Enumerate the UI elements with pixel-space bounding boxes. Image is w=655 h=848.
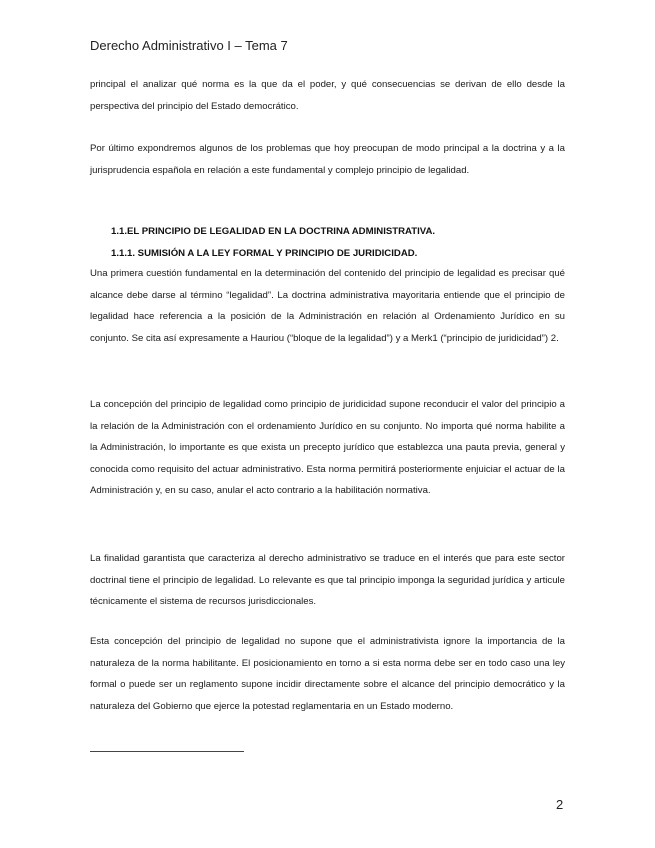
paragraph-problems [90, 138, 565, 181]
paragraph-text: Por último expondremos algunos de los problemas que hoy preocupan de modo principal a la doctrina y a la jurisprudencia española en relación a este fundamental y complejo principio de legalidad. [90, 143, 565, 176]
paragraph-text: Una primera cuestión fundamental en la determinación del contenido del principio de legalidad es precisar qué alcance debe darse al término “legalidad”. La doctrina administrativa mayoritaria entiende que el principio de legalidad hace referencia a la posición de la Administración en relación al Ordenamiento Jurídico en su conjunto. Se cita así expresamente a Hauriou (“bloque de la legalidad”) y a Merk1 (“principio de juridicidad”) 2. [90, 268, 565, 344]
paragraph-text: La concepción del principio de legalidad como principio de juridicidad supone reconducir el valor del principio a la relación de la Administración con el ordenamiento Jurídico en su conjunto. No importa qué norma habilite a la Administración, lo importante es que exista un precepto jurídico que establezca una pauta previa, general y conocida como requisito del actuar administrativo. Esta norma permitirá posteriormente enjuiciar el actuar de la Administración y, en su caso, anular el acto contrario a la habilitación normativa. [90, 399, 565, 497]
subsection-heading: 1.1.1. SUMISIÓN A LA LEY FORMAL Y PRINCIPIO DE JURIDICIDAD. [111, 248, 418, 259]
running-header: Derecho Administrativo I – Tema 7 [90, 38, 288, 53]
paragraph-juridicity [90, 394, 565, 502]
paragraph-enabling-norm [90, 631, 565, 717]
page-number: 2 [556, 797, 564, 812]
paragraph-legality-scope [90, 263, 565, 349]
paragraph-text: La finalidad garantista que caracteriza al derecho administrativo se traduce en el interés que para este sector doctrinal tiene el principio de legalidad. Lo relevante es que tal principio imponga la seguridad jurídica y articule técnicamente el sistema de recursos jurisdiccionales. [90, 553, 565, 608]
paragraph-continuation [90, 74, 565, 117]
section-heading: 1.1.EL PRINCIPIO DE LEGALIDAD EN LA DOCTRINA ADMINISTRATIVA. [111, 226, 436, 237]
footnote-separator [90, 751, 244, 752]
paragraph-guarantee [90, 548, 565, 613]
paragraph-text: principal el analizar qué norma es la que da el poder, y qué consecuencias se derivan de ello desde la perspectiva del principio del Estado democrático. [90, 79, 565, 112]
paragraph-text: Esta concepción del principio de legalidad no supone que el administrativista ignore la importancia de la naturaleza de la norma habilitante. El posicionamiento en torno a si esta norma debe ser en todo caso una ley formal o puede ser un reglamento supone incidir directamente sobre el alcance del principio democrático y la naturaleza del Gobierno que ejerce la potestad reglamentaria en un Estado moderno. [90, 636, 565, 712]
